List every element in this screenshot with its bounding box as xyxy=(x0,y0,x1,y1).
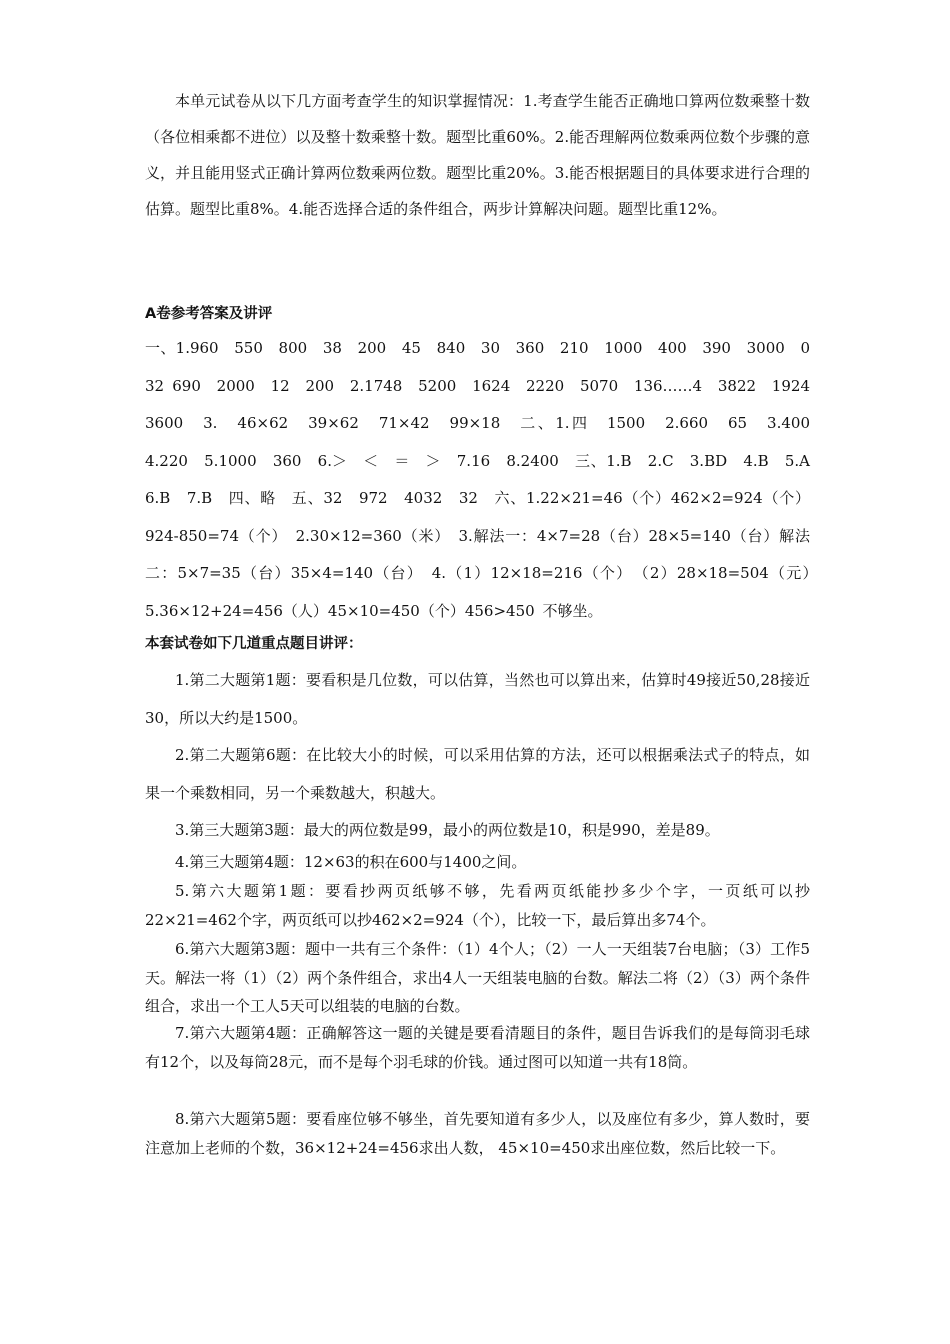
review-item-6: 6.第六大题第3题：题中一共有三个条件：（1）4个人；（2）一人一天组装7台电脑；（3）工作5天。解法一将（1）（2）两个条件组合，求出4人一天组装电脑的台数。解法二将（2）（3）两个条件组合，求出一个工人5天可以组装的电脑的台数。 xyxy=(145,940,810,1015)
review-heading: 本套试卷如下几道重点题目讲评： xyxy=(145,636,363,652)
review-item-2: 2.第二大题第6题：在比较大小的时候，可以采用估算的方法，还可以根据乘法式子的特点，如果一个乘数相同，另一个乘数越大，积越大。 xyxy=(145,746,810,802)
answers-heading: A卷参考答案及讲评 xyxy=(145,306,273,322)
review-item-3: 3.第三大题第3题：最大的两位数是99，最小的两位数是10，积是990，差是89。 xyxy=(175,821,720,839)
review-item-1: 1.第二大题第1题：要看积是几位数，可以估算，当然也可以算出来，估算时49接近50,28接近30，所以大约是1500。 xyxy=(145,671,810,727)
review-item-5: 5.第六大题第1题：要看抄两页纸够不够，先看两页纸能抄多少个字，一页纸可以抄22×21=462个字，两页纸可以抄462×2=924（个），比较一下，最后算出多74个。 xyxy=(145,882,810,929)
review-item-4: 4.第三大题第4题：12×63的积在600与1400之间。 xyxy=(175,853,527,871)
intro-paragraph: 本单元试卷从以下几方面考查学生的知识掌握情况：1.考查学生能否正确地口算两位数乘整十数（各位相乘都不进位）以及整十数乘整十数。题型比重60%。2.能否理解两位数乘两位数个步骤的意义，并且能用竖式正确计算两位数乘两位数。题型比重20%。3.能否根据题目的具体要求进行合理的估算。题型比重8%。4.能否选择合适的条件组合，两步计算解决问题。题型比重12%。 xyxy=(145,92,810,218)
review-item-8: 8.第六大题第5题：要看座位够不够坐，首先要知道有多少人，以及座位有多少，算人数时，要注意加上老师的个数，36×12+24=456求出人数， 45×10=450求出座位数，然后比较一下。 xyxy=(145,1110,810,1157)
answers-paragraph: 一、1.960 550 800 38 200 45 840 30 360 210 1000 400 390 3000 0 32 690 2000 12 200 2.1748 5200 1624 2220 5070 136……4 3822 1924 3600 3. 46×62 39×62 71×42 99×18 二、1.四 1500 2.660 65 3.400 4.220 5.1000 360 6.＞ ＜ ＝ ＞ 7.16 8.2400 三、1.B 2.C 3.BD 4.B 5.A 6.B 7.B 四、略 五、32 972 4032 32 六、1.22×21=46（个）462×2=924（个）924-850=74（个） 2.30×12=360（米） 3.解法一：4×7=28（台）28×5=140（台）解法二：5×7=35（台）35×4=140（台） 4.（1）12×18=216（个） （2）28×18=504（元） 5.36×12+24=456（人）45×10=450（个）456>450 不够坐。 xyxy=(145,339,826,620)
review-item-7: 7.第六大题第4题：正确解答这一题的关键是要看清题目的条件，题目告诉我们的是每筒羽毛球有12个，以及每筒28元，而不是每个羽毛球的价钱。通过图可以知道一共有18筒。 xyxy=(145,1024,810,1071)
